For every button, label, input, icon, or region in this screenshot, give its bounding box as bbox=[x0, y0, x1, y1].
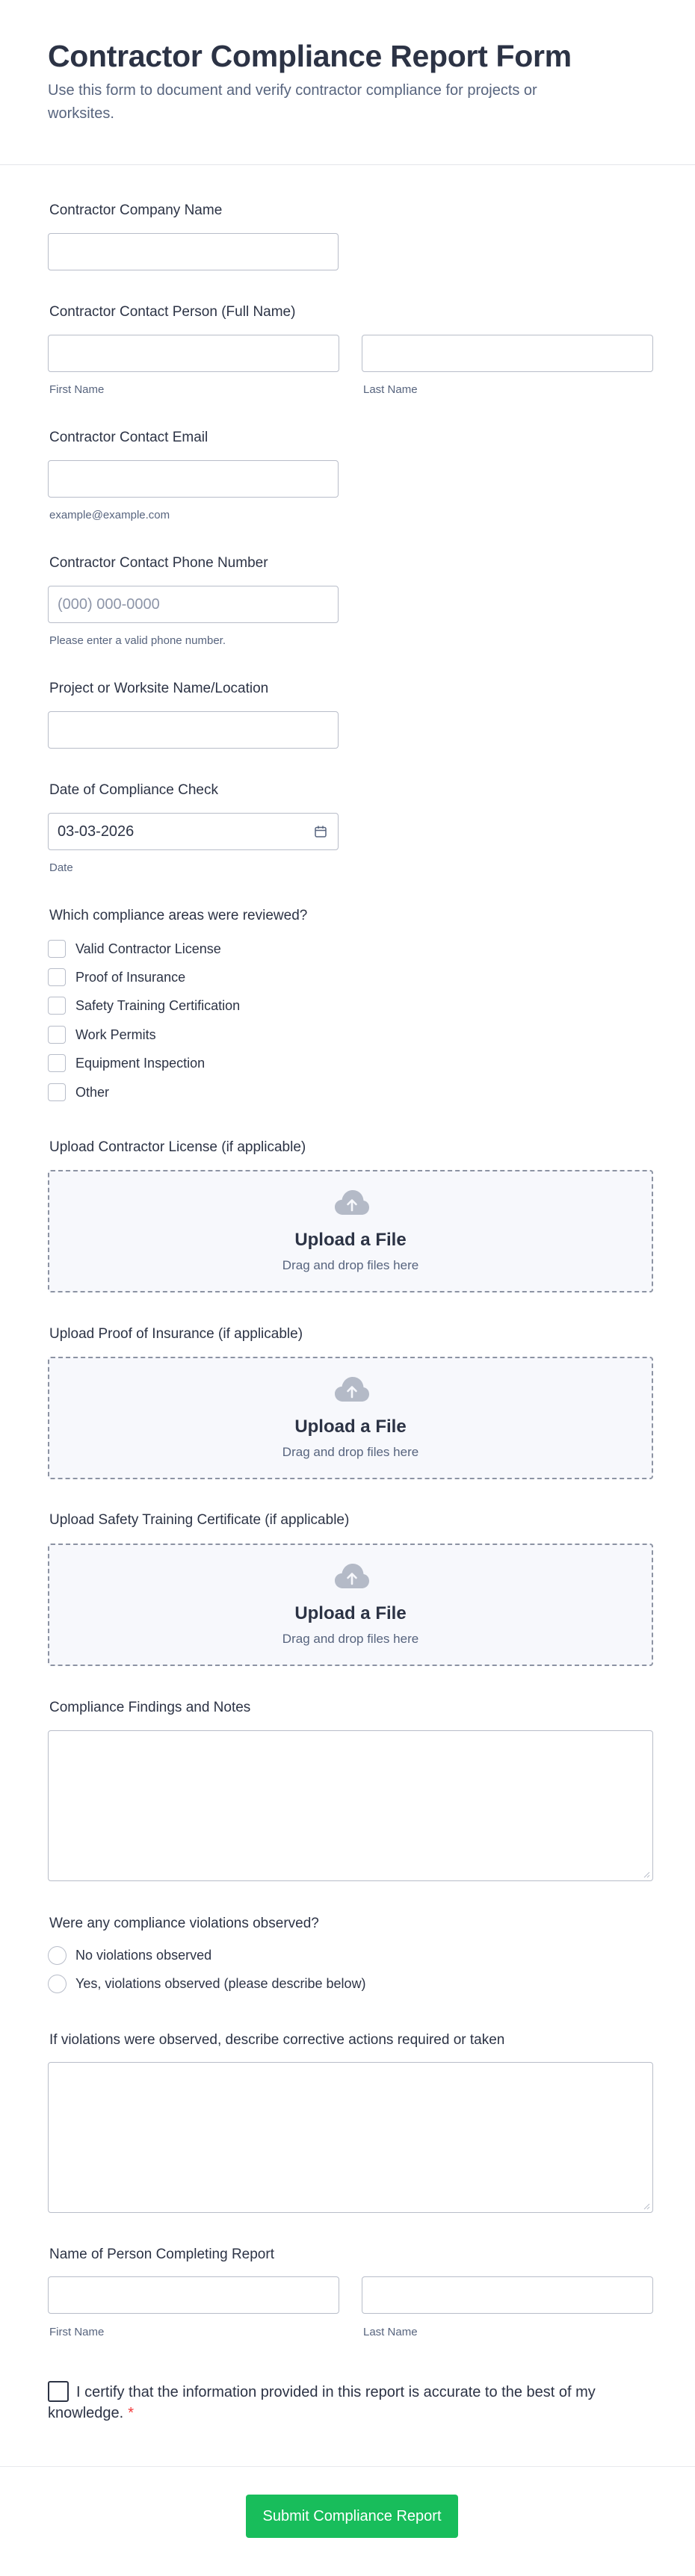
findings-notes-textarea[interactable] bbox=[48, 1730, 653, 1881]
calendar-icon[interactable] bbox=[314, 825, 327, 838]
checkbox-proof-insurance[interactable] bbox=[48, 968, 66, 986]
contact-phone-label: Contractor Contact Phone Number bbox=[49, 555, 268, 571]
submit-button[interactable]: Submit Compliance Report bbox=[246, 2495, 458, 2538]
contact-first-name-input[interactable] bbox=[48, 335, 339, 372]
upload-title: Upload a File bbox=[294, 1230, 407, 1250]
option-label: Work Permits bbox=[75, 1027, 156, 1042]
option-label: Valid Contractor License bbox=[75, 941, 221, 956]
completer-last-name-input[interactable] bbox=[362, 2276, 653, 2314]
upload-title: Upload a File bbox=[294, 1603, 407, 1623]
project-location-label: Project or Worksite Name/Location bbox=[49, 681, 269, 696]
page-title: Contractor Compliance Report Form bbox=[48, 39, 572, 73]
violations-label: Were any compliance violations observed? bbox=[49, 1916, 319, 1931]
upload-safety-label: Upload Safety Training Certificate (if applicable) bbox=[49, 1512, 350, 1528]
compliance-date-sublabel: Date bbox=[49, 861, 73, 874]
completer-first-name-sublabel: First Name bbox=[49, 2326, 105, 2338]
checkbox-other[interactable] bbox=[48, 1083, 66, 1101]
findings-notes-label: Compliance Findings and Notes bbox=[49, 1700, 251, 1715]
upload-license-label: Upload Contractor License (if applicable) bbox=[49, 1139, 306, 1155]
completer-name-label: Name of Person Completing Report bbox=[49, 2247, 274, 2262]
contact-last-name-input[interactable] bbox=[362, 335, 653, 372]
checkbox-valid-license[interactable] bbox=[48, 940, 66, 958]
upload-hint: Drag and drop files here bbox=[282, 1258, 419, 1272]
contact-email-input[interactable] bbox=[48, 460, 339, 498]
certification-label: I certify that the information provided in this report is accurate to the best of my knowledge. bbox=[48, 2384, 596, 2421]
upload-insurance-label: Upload Proof of Insurance (if applicable) bbox=[49, 1326, 303, 1342]
radio-yes-violations[interactable] bbox=[48, 1975, 67, 1993]
corrective-actions-textarea[interactable] bbox=[48, 2062, 653, 2213]
radio-option-label: Yes, violations observed (please describe below) bbox=[75, 1976, 366, 1991]
checkbox-safety-training[interactable] bbox=[48, 997, 66, 1015]
project-location-input[interactable] bbox=[48, 711, 339, 749]
certification-text bbox=[48, 2382, 601, 2424]
company-name-input[interactable] bbox=[48, 233, 339, 270]
completer-last-name-sublabel: Last Name bbox=[363, 2326, 418, 2338]
company-name-label: Contractor Company Name bbox=[49, 202, 223, 218]
cloud-upload-icon bbox=[334, 1188, 370, 1218]
footer-divider bbox=[0, 2466, 695, 2467]
contact-email-sublabel: example@example.com bbox=[49, 509, 170, 521]
radio-option-label: No violations observed bbox=[75, 1948, 212, 1963]
upload-title: Upload a File bbox=[294, 1417, 407, 1437]
upload-safety-dropzone[interactable] bbox=[48, 1544, 653, 1666]
header-divider bbox=[0, 164, 695, 165]
cloud-upload-icon bbox=[334, 1375, 370, 1405]
upload-license-dropzone[interactable] bbox=[48, 1170, 653, 1292]
compliance-date-input[interactable] bbox=[48, 813, 339, 850]
certification-checkbox[interactable] bbox=[48, 2381, 69, 2402]
contact-person-label: Contractor Contact Person (Full Name) bbox=[49, 304, 296, 320]
radio-no-violations[interactable] bbox=[48, 1946, 67, 1965]
page-subtitle: Use this form to document and verify contractor compliance for projects or worksites. bbox=[48, 82, 537, 122]
contact-phone-sublabel: Please enter a valid phone number. bbox=[49, 634, 226, 647]
upload-insurance-dropzone[interactable] bbox=[48, 1357, 653, 1479]
option-label: Equipment Inspection bbox=[75, 1056, 206, 1071]
phone-placeholder: (000) 000-0000 bbox=[58, 596, 160, 613]
option-label: Other bbox=[75, 1085, 110, 1100]
completer-first-name-input[interactable] bbox=[48, 2276, 339, 2314]
upload-hint: Drag and drop files here bbox=[282, 1445, 419, 1459]
contact-last-name-sublabel: Last Name bbox=[363, 383, 418, 396]
contact-phone-input[interactable] bbox=[48, 586, 339, 623]
checkbox-equipment-inspection[interactable] bbox=[48, 1054, 66, 1072]
contact-email-label: Contractor Contact Email bbox=[49, 430, 208, 445]
option-label: Safety Training Certification bbox=[75, 998, 241, 1013]
cloud-upload-icon bbox=[334, 1561, 370, 1591]
upload-hint: Drag and drop files here bbox=[282, 1632, 419, 1646]
compliance-date-label: Date of Compliance Check bbox=[49, 782, 218, 798]
option-label: Proof of Insurance bbox=[75, 970, 186, 985]
checkbox-work-permits[interactable] bbox=[48, 1026, 66, 1044]
compliance-date-value: 03-03-2026 bbox=[58, 823, 135, 840]
resize-grip-icon[interactable] bbox=[643, 2202, 650, 2210]
resize-grip-icon[interactable] bbox=[643, 1871, 650, 1878]
compliance-areas-label: Which compliance areas were reviewed? bbox=[49, 908, 308, 923]
contact-first-name-sublabel: First Name bbox=[49, 383, 105, 396]
corrective-actions-label: If violations were observed, describe corrective actions required or taken bbox=[49, 2032, 505, 2048]
required-mark: * bbox=[128, 2405, 134, 2421]
